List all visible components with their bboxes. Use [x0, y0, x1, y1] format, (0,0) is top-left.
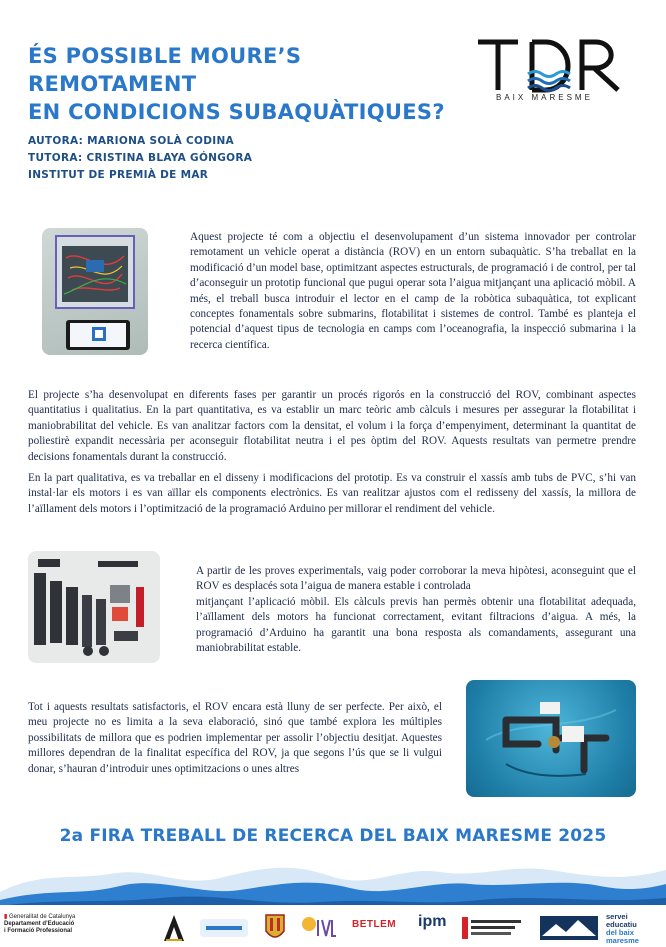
gencat-line-2: Departament d’Educació	[4, 921, 75, 927]
results-paragraph	[196, 564, 636, 656]
servei-educatiu-logo	[606, 913, 666, 945]
institute-line: INSTITUT DE PREMIÀ DE MAR	[28, 169, 209, 181]
betlem-logo: BETLEM	[352, 919, 397, 930]
results-line-2: mitjançant l’aplicació mòbil. Els càlculs previs han permès obtenir una flotabilitat adequada, l’aïllament dels motors ha funcionat correctament, evitant filtracions d’aigua. A més, la programació d’Arduino ha garantit una bona resposta als comandaments, assegurant una maniobrabilitat estable.	[196, 595, 636, 655]
tutor-line: TUTORA: CRISTINA BLAYA GÓNGORA	[28, 152, 253, 164]
gencat-department-logo-icon	[462, 913, 526, 943]
crest-logo-icon	[264, 913, 286, 943]
author-line: AUTORA: MARIONA SOLÀ CODINA	[28, 135, 234, 147]
poster-title	[28, 42, 448, 126]
intro-paragraph: Aquest projecte té com a objectiu el desenvolupament d’un sistema innovador per controlar remotament un vehicle operat a distància (ROV) en un entorn subaquàtic. S’ha treballat en la modificació d’un model base, optimitzant aspectes estructurals, de programació i de control, per tal d’aconseguir un prototip funcional que pugui operar sota l’aigua mitjançant una aplicació mòbil. A més, el treball busca introduir el lector en el camp de la robòtica subaquàtica, tot explicant conceptes fonamentals sobre submarins, flotabilitat i sistemes de control. També es planteja el potencial d’aquest tipus de tecnologia en camps com l’oceanografia, la inspecció submarina i la recerca científica.	[190, 231, 636, 351]
servei-line-2: educatiu	[606, 920, 637, 929]
results-line-1: A partir de les proves experimentals, vaig poder corroborar la meva hipòtesi, aconseguint que el ROV es desplacés sota l’aigua de manera estable i controlada	[196, 565, 636, 593]
components-photo	[28, 551, 160, 663]
ivp-logo-icon	[300, 913, 338, 943]
institut-logo-icon	[200, 913, 248, 943]
electronics-photo	[42, 228, 148, 355]
gencat-line-3: i Formació Professional	[4, 928, 73, 934]
servei-line-3: del baix maresme	[606, 928, 639, 945]
rov-underwater-photo	[466, 680, 636, 797]
fair-title: 2a FIRA TREBALL DE RECERCA DEL BAIX MARESME 2025	[59, 826, 607, 846]
gencat-line-1: Generalitat de Catalunya	[8, 914, 76, 920]
servei-line-1: servei	[606, 912, 628, 921]
phases-paragraph: El projecte s’ha desenvolupat en diferents fases per garantir un procés rigorós en la construcció del ROV, combinant aspectes quantitatius i qualitatius. En la part quantitativa, es va establir un marc teòric amb càlculs i mesures per assegurar la flotabilitat i maniobrabilitat del vehicle. Es van analitzar factors com la densitat, el volum i la força d’empenyiment, determinant la quantitat de poliestirè expandit necessària per aconseguir flotabilitat neutra i el pes òptim del ROV. Aquests resultats van permetre prendre decisions fonamentals durant la construcció.	[28, 389, 636, 463]
title-line-1: ÉS POSSIBLE MOURE’S REMOTAMENT	[28, 44, 302, 96]
wave-decoration	[0, 852, 666, 912]
a-logo-icon	[162, 913, 186, 943]
gencat-logo	[4, 914, 75, 935]
gencat-stripes-icon: ▮	[4, 914, 8, 920]
title-line-2: EN CONDICIONS SUBAQUÀTIQUES?	[28, 100, 445, 124]
mountain-logo-icon	[540, 913, 598, 943]
conclusion-paragraph: Tot i aquests resultats satisfactoris, el ROV encara està lluny de ser perfecte. Per això, el meu projecte no es limita a la seva elaboració, sinó que també explora les múltiples possibilitats de millora que es podrien implementar per assolir l’objectiu desitjat. Aquestes millores dependran de la finalitat específica del ROV, ja que segons l’ús que se li vulgui donar, s’hauran d’introduir unes optimitzacions o unes altres	[28, 701, 442, 775]
logo-subtitle: BAIX MARESME	[496, 93, 593, 102]
sponsor-logos	[0, 905, 666, 947]
qualitative-paragraph: En la part qualitativa, es va treballar en el disseny i modificacions del prototip. Es va construir el xassís amb tubs de PVC, s’hi van instal·lar els motors i es van aïllar els components electrònics. Es van realitzar ajustos com el redisseny del xassís, la millora de l’aïllament dels motors i l’optimització de la programació Arduino per millorar el rendiment del vehicle.	[28, 472, 636, 515]
ipm-logo: ipm	[418, 913, 447, 930]
authors-block	[28, 133, 252, 184]
